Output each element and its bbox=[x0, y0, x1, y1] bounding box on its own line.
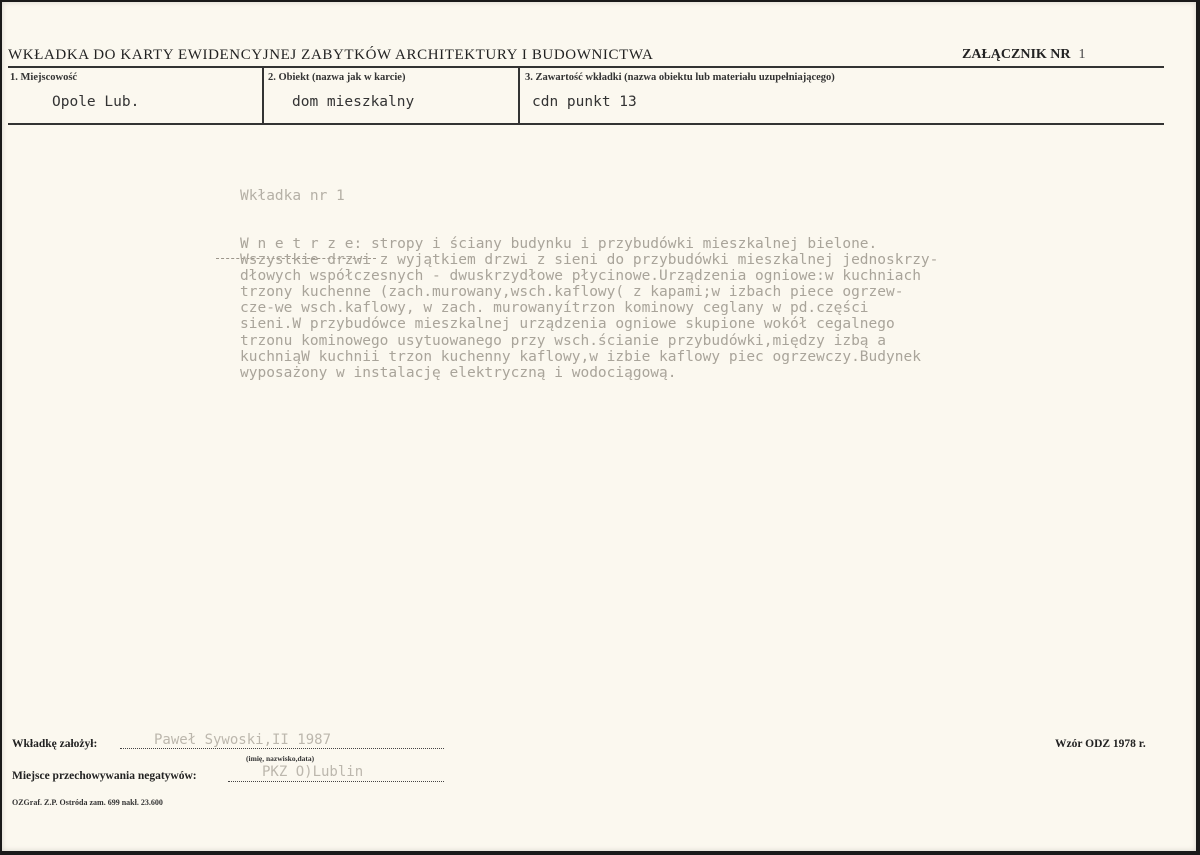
annex-label bbox=[962, 47, 1086, 63]
locality-label: 1. Miejscowość bbox=[10, 72, 78, 83]
created-by-sub: (imię, nazwisko,data) bbox=[246, 754, 315, 763]
object-value: dom mieszkalny bbox=[292, 94, 415, 110]
negatives-label: Miejsce przechowywania negatywów: bbox=[12, 770, 197, 782]
insert-line: cze-we wsch.kaflowy, w zach. murowanyítrzon kominowy ceglany w pd.części bbox=[240, 300, 869, 317]
printer-info: OZGraf. Z.P. Ostróda zam. 699 nakł. 23.600 bbox=[12, 798, 163, 807]
card-title: WKŁADKA DO KARTY EWIDENCYJNEJ ZABYTKÓW ARCHITEKTURY I BUDOWNICTWA bbox=[8, 47, 654, 63]
contents-label: 3. Zawartość wkładki (nazwa obiektu lub materiału uzupełniającego) bbox=[525, 72, 835, 83]
created-by-line bbox=[120, 748, 444, 749]
field-divider-2 bbox=[518, 68, 520, 124]
insert-line: sieni.W przybudówce mieszkalnej urządzenia ogniowe skupione wokół cegalnego bbox=[240, 316, 895, 333]
insert-line: dłowych współczesnych - dwuskrzydłowe płycinowe.Urządzenia ogniowe:w kuchniach bbox=[240, 268, 921, 285]
field-divider-1 bbox=[262, 68, 264, 124]
created-by-value: Paweł Sywoski,II 1987 bbox=[154, 732, 332, 748]
contents-value: cdn punkt 13 bbox=[532, 94, 637, 110]
record-card bbox=[2, 2, 1196, 851]
negatives-value: PKZ O)Lublin bbox=[262, 764, 364, 780]
locality-value: Opole Lub. bbox=[52, 94, 140, 110]
form-code: Wzór ODZ 1978 r. bbox=[1055, 738, 1146, 750]
header-rule-top bbox=[8, 66, 1164, 68]
insert-line: wyposażony w instalację elektryczną i wodociągową. bbox=[240, 364, 677, 381]
insert-line: Wszystkie drzwi z wyjątkiem drzwi z sieni do przybudówki mieszkalnej jednoskrzy- bbox=[240, 252, 939, 269]
created-by-label: Wkładkę założył: bbox=[12, 738, 98, 750]
object-label: 2. Obiekt (nazwa jak w karcie) bbox=[268, 72, 406, 83]
insert-line: kuchniąW kuchnii trzon kuchenny kaflowy,w izbie kaflowy piec ogrzewczy.Budynek bbox=[240, 348, 921, 365]
insert-body bbox=[240, 236, 938, 381]
insert-line: W n e t r z e: stropy i ściany budynku i przybudówki mieszkalnej bielone. bbox=[240, 236, 878, 252]
negatives-line bbox=[228, 781, 444, 782]
header-rule-bottom bbox=[8, 123, 1164, 125]
annex-label-text: ZAŁĄCZNIK NR bbox=[962, 47, 1071, 62]
insert-line: trzony kuchenne (zach.murowany,wsch.kaflowy( z kapami;w izbach piece ogrzew- bbox=[240, 284, 904, 301]
annex-number: 1 bbox=[1078, 47, 1086, 62]
insert-line: trzonu kominowego usytuowanego przy wsch.ścianie przybudówki,między izbą a bbox=[240, 332, 887, 349]
insert-title: Wkładka nr 1 bbox=[240, 188, 345, 204]
